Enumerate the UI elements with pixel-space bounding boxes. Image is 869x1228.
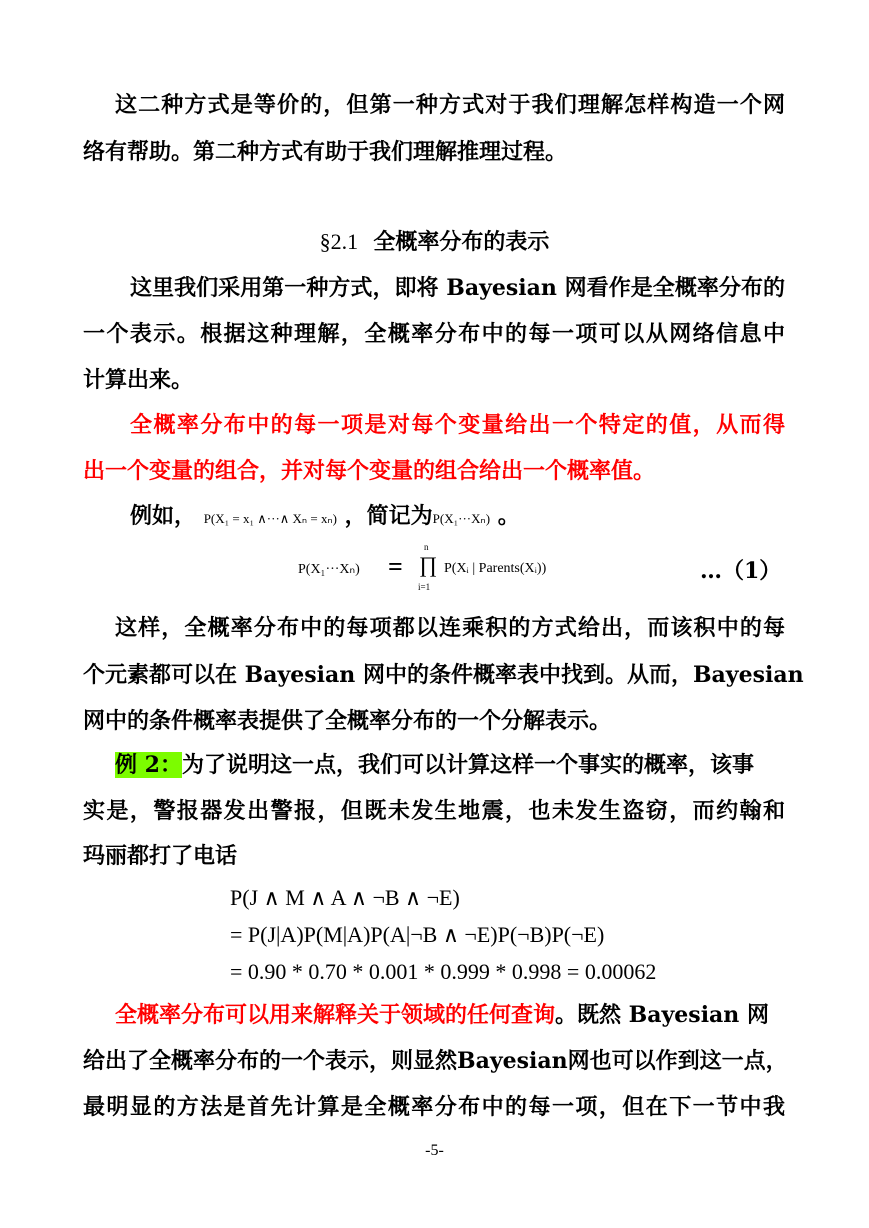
example-2-label: 例 2： — [115, 752, 182, 778]
paragraph-1-line-1: 这二种方式是等价的，但第一种方式对于我们理解怎样构造一个网 — [115, 92, 785, 118]
equation-2-line-1: P(J ∧ M ∧ A ∧ ¬B ∧ ¬E) — [230, 885, 460, 910]
paragraph-7-line-3: 最明显的方法是首先计算是全概率分布中的每一项，但在下一节中我 — [83, 1094, 785, 1120]
paragraph-7-line-2: 给出了全概率分布的一个表示，则显然Bayesian网也可以作到这一点， — [83, 1048, 788, 1074]
paragraph-7-line-1 — [115, 1000, 785, 1030]
sentence-end: 。 — [497, 503, 520, 529]
product-symbol: ∏ — [419, 552, 438, 577]
paragraph-7-emphasis: 全概率分布可以用来解释关于领域的任何查询 — [115, 1002, 556, 1028]
abbrev-formula: P(X₁···Xₙ) — [432, 511, 491, 526]
paragraph-3-line-1: 全概率分布中的每一项是对每个变量给出一个特定的值，从而得 — [130, 412, 785, 438]
page-number: -5- — [425, 1142, 444, 1159]
paragraph-3-line-2: 出一个变量的组合，并对每个变量的组合给出一个概率值。 — [83, 458, 656, 484]
paragraph-7-line-1-rest: 。既然 Bayesian 网 — [555, 1002, 769, 1028]
equation-1 — [298, 542, 618, 600]
section-heading — [0, 227, 869, 257]
paragraph-5-line-3: 网中的条件概率表提供了全概率分布的一个分解表示。 — [83, 708, 612, 734]
eq1-rhs: P(Xᵢ | Parents(Xᵢ)) — [444, 561, 547, 576]
eq1-product-upper: n — [424, 542, 429, 552]
paragraph-6-line-3: 玛丽都打了电话 — [83, 843, 238, 869]
paragraph-1-line-2: 络有帮助。第二种方式有助于我们理解推理过程。 — [83, 139, 568, 165]
paragraph-6-line-1 — [115, 750, 785, 780]
equation-2-line-3: = 0.90 * 0.70 * 0.001 * 0.999 * 0.998 = 0.00062 — [230, 959, 657, 984]
eq1-equals: = — [388, 552, 403, 581]
equation-2-line-2: = P(J|A)P(M|A)P(A|¬B ∧ ¬E)P(¬B)P(¬E) — [230, 922, 605, 947]
abbrev-text: ，简记为 — [344, 503, 433, 529]
joint-probability-formula: P(X₁ = x₁ ∧···∧ Xₙ = xₙ) — [203, 511, 337, 526]
paragraph-6-line-2: 实是，警报器发出警报，但既未发生地震，也未发生盗窃，而约翰和 — [83, 798, 785, 824]
paragraph-2-line-2: 一个表示。根据这种理解，全概率分布中的每一项可以从网络信息中 — [83, 321, 785, 347]
equation-1-number: …（1） — [700, 558, 782, 584]
paragraph-2-line-1: 这里我们采用第一种方式，即将 Bayesian 网看作是全概率分布的 — [130, 275, 785, 301]
paragraph-4 — [130, 501, 785, 534]
section-number: §2.1 — [319, 229, 359, 254]
paragraph-6-line-1-text: 为了说明这一点，我们可以计算这样一个事实的概率，该事 — [181, 752, 754, 778]
paragraph-5-line-1: 这样，全概率分布中的每项都以连乘积的方式给出，而该积中的每 — [115, 615, 785, 641]
section-title: 全概率分布的表示 — [373, 229, 550, 255]
eq1-product-lower: i=1 — [418, 582, 431, 592]
paragraph-5-line-2: 个元素都可以在 Bayesian 网中的条件概率表中找到。从而，Bayesian — [83, 662, 804, 688]
example-prefix: 例如， — [130, 503, 197, 529]
eq1-lhs: P(X₁···Xₙ) — [298, 562, 360, 577]
paragraph-2-line-3: 计算出来。 — [83, 367, 194, 393]
